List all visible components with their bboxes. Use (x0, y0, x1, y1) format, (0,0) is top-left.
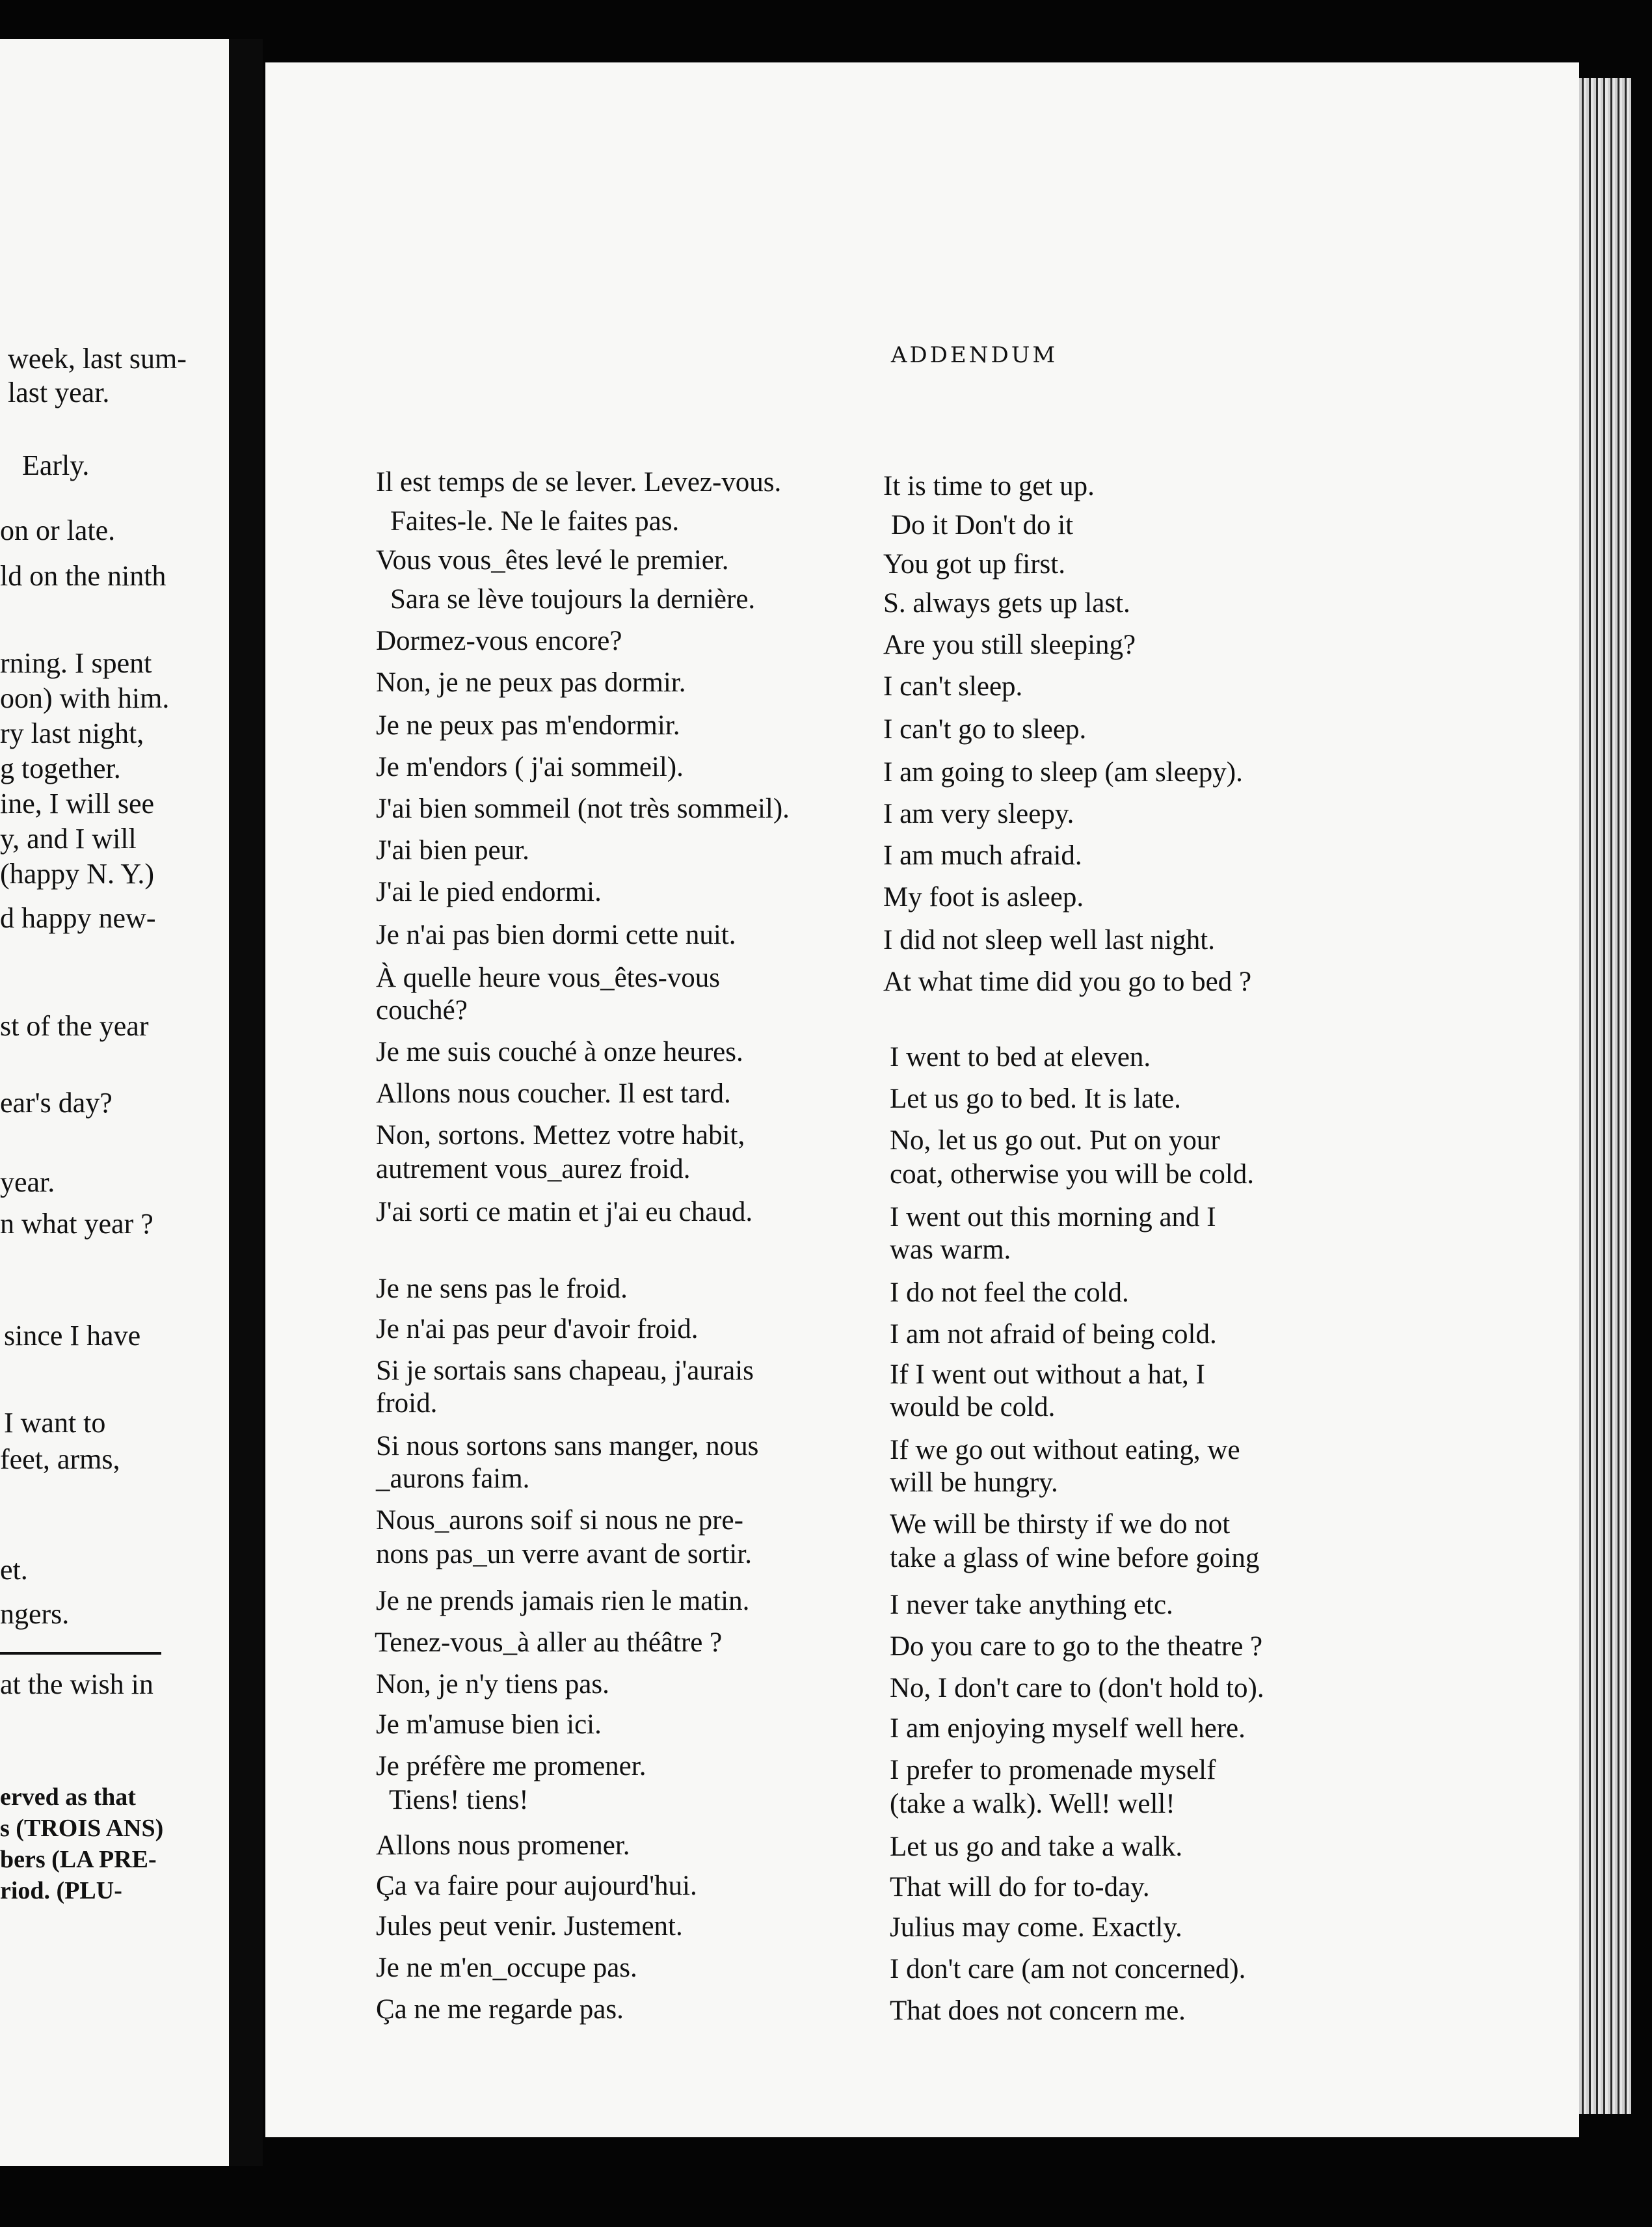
french-line: Tenez-vous_à aller au théâtre ? (375, 1627, 723, 1658)
left-line: (happy N. Y.) (0, 858, 155, 890)
english-line: I am enjoying myself well here. (890, 1713, 1246, 1744)
english-line: My foot is asleep. (883, 882, 1084, 913)
english-line: Julius may come. Exactly. (890, 1912, 1182, 1943)
left-line: et. (0, 1554, 28, 1586)
english-line: At what time did you go to bed ? (883, 967, 1252, 997)
english-line: Do you care to go to the theatre ? (890, 1631, 1263, 1662)
french-line: Je n'ai pas bien dormi cette nuit. (376, 920, 736, 950)
french-line: nons pas_un verre avant de sortir. (376, 1539, 752, 1569)
french-line: Il est temps de se lever. Levez-vous. (376, 467, 782, 498)
left-line: s (TROIS ANS) (0, 1815, 164, 1842)
french-line: couché? (376, 995, 468, 1026)
english-line: You got up first. (883, 549, 1065, 580)
french-line: Ça va faire pour aujourd'hui. (376, 1871, 697, 1901)
french-line: Je préfère me promener. (376, 1751, 646, 1781)
french-line: Je m'amuse bien ici. (376, 1709, 602, 1740)
left-rule (0, 1652, 161, 1655)
french-line: Je m'endors ( j'ai sommeil). (376, 752, 684, 782)
english-line: I can't go to sleep. (883, 714, 1087, 745)
english-line: Let us go to bed. It is late. (890, 1084, 1181, 1114)
english-line: We will be thirsty if we do not (890, 1509, 1231, 1540)
english-line: I prefer to promenade myself (890, 1755, 1216, 1785)
book-gutter (229, 39, 263, 2166)
english-line: I am not afraid of being cold. (890, 1319, 1217, 1350)
french-line: Allons nous promener. (376, 1830, 630, 1861)
french-line: Je n'ai pas peur d'avoir froid. (376, 1314, 699, 1344)
french-line: J'ai sorti ce matin et j'ai eu chaud. (376, 1197, 753, 1227)
english-line: If I went out without a hat, I (890, 1359, 1205, 1390)
french-line: Faites-le. Ne le faites pas. (390, 506, 680, 537)
left-line: since I have (4, 1320, 141, 1352)
left-line: y, and I will (0, 823, 137, 855)
left-line: riod. (PLU- (0, 1877, 122, 1904)
french-line: J'ai bien sommeil (not très sommeil). (376, 793, 790, 824)
left-line: ear's day? (0, 1087, 113, 1119)
left-line: ine, I will see (0, 788, 155, 820)
french-line: Ça ne me regarde pas. (376, 1994, 624, 2025)
left-line: erved as that (0, 1783, 136, 1811)
left-line: at the wish in (0, 1668, 153, 1700)
left-line: d happy new- (0, 902, 156, 934)
french-line: Allons nous coucher. Il est tard. (376, 1078, 731, 1109)
french-line: J'ai bien peur. (376, 835, 529, 866)
english-line: take a glass of wine before going (890, 1543, 1260, 1573)
left-page (0, 39, 229, 2166)
french-line: Tiens! tiens! (389, 1785, 529, 1815)
french-line: _aurons faim. (376, 1463, 530, 1494)
english-line: coat, otherwise you will be cold. (890, 1159, 1255, 1190)
french-line: froid. (376, 1388, 438, 1419)
french-line: Vous vous_êtes levé le premier. (376, 545, 729, 576)
left-line: bers (LA PRE- (0, 1846, 157, 1873)
left-line: Early. (22, 449, 90, 481)
french-line: À quelle heure vous_êtes-vous (376, 963, 720, 993)
left-line: st of the year (0, 1010, 149, 1042)
english-line: I do not feel the cold. (890, 1277, 1129, 1308)
french-line: Je ne m'en_occupe pas. (376, 1953, 637, 1983)
english-line: Let us go and take a walk. (890, 1832, 1183, 1862)
english-line: It is time to get up. (883, 471, 1095, 501)
left-line: oon) with him. (0, 682, 170, 714)
left-line: on or late. (0, 514, 116, 546)
left-line: feet, arms, (0, 1443, 120, 1475)
french-line: Non, je n'y tiens pas. (376, 1669, 609, 1700)
french-line: autrement vous_aurez froid. (376, 1154, 691, 1184)
french-line: Je ne prends jamais rien le matin. (376, 1586, 750, 1616)
right-page (265, 62, 1579, 2137)
english-line: No, I don't care to (don't hold to). (890, 1673, 1264, 1703)
french-line: Non, sortons. Mettez votre habit, (376, 1120, 745, 1151)
french-line: Je ne sens pas le froid. (376, 1274, 628, 1304)
left-line: ry last night, (0, 717, 144, 749)
english-line: That will do for to-day. (890, 1872, 1150, 1902)
french-line: J'ai le pied endormi. (376, 877, 602, 907)
left-line: last year. (8, 377, 110, 408)
english-line: No, let us go out. Put on your (890, 1125, 1220, 1156)
english-line: (take a walk). Well! well! (890, 1789, 1175, 1819)
left-line: I want to (4, 1407, 106, 1439)
left-line: rning. I spent (0, 647, 152, 679)
left-line: ngers. (0, 1598, 70, 1630)
english-line: Are you still sleeping? (883, 630, 1136, 660)
french-line: Jules peut venir. Justement. (376, 1911, 683, 1941)
english-line: I went to bed at eleven. (890, 1042, 1151, 1073)
english-line: I can't sleep. (883, 671, 1023, 702)
left-line: g together. (0, 753, 121, 784)
left-line: n what year ? (0, 1208, 153, 1240)
french-line: Sara se lève toujours la dernière. (390, 584, 756, 615)
english-line: I am much afraid. (883, 840, 1082, 871)
english-line: If we go out without eating, we (890, 1435, 1240, 1465)
english-line: I don't care (am not concerned). (890, 1954, 1246, 1984)
left-line: ld on the ninth (0, 560, 167, 592)
french-line: Nous_aurons soif si nous ne pre- (376, 1505, 743, 1536)
page-edge (1579, 78, 1631, 2114)
english-line: That does not concern me. (890, 1995, 1186, 2026)
english-line: I am going to sleep (am sleepy). (883, 757, 1243, 788)
english-line: I never take anything etc. (890, 1590, 1173, 1620)
english-line: will be hungry. (890, 1467, 1058, 1498)
english-line: I did not sleep well last night. (883, 925, 1215, 955)
french-line: Je me suis couché à onze heures. (376, 1037, 743, 1067)
english-line: was warm. (890, 1234, 1011, 1265)
page-heading: ADDENDUM (890, 342, 1058, 368)
english-line: S. always gets up last. (883, 588, 1130, 619)
french-line: Dormez-vous encore? (376, 626, 622, 656)
french-line: Si je sortais sans chapeau, j'aurais (376, 1355, 754, 1386)
left-line: year. (0, 1166, 55, 1198)
english-line: I am very sleepy. (883, 799, 1074, 829)
french-line: Non, je ne peux pas dormir. (376, 667, 686, 698)
english-line: I went out this morning and I (890, 1202, 1216, 1233)
left-line: week, last sum- (8, 343, 187, 375)
french-line: Je ne peux pas m'endormir. (376, 710, 680, 741)
english-line: Do it Don't do it (891, 510, 1074, 540)
english-line: would be cold. (890, 1392, 1056, 1422)
french-line: Si nous sortons sans manger, nous (376, 1431, 759, 1461)
